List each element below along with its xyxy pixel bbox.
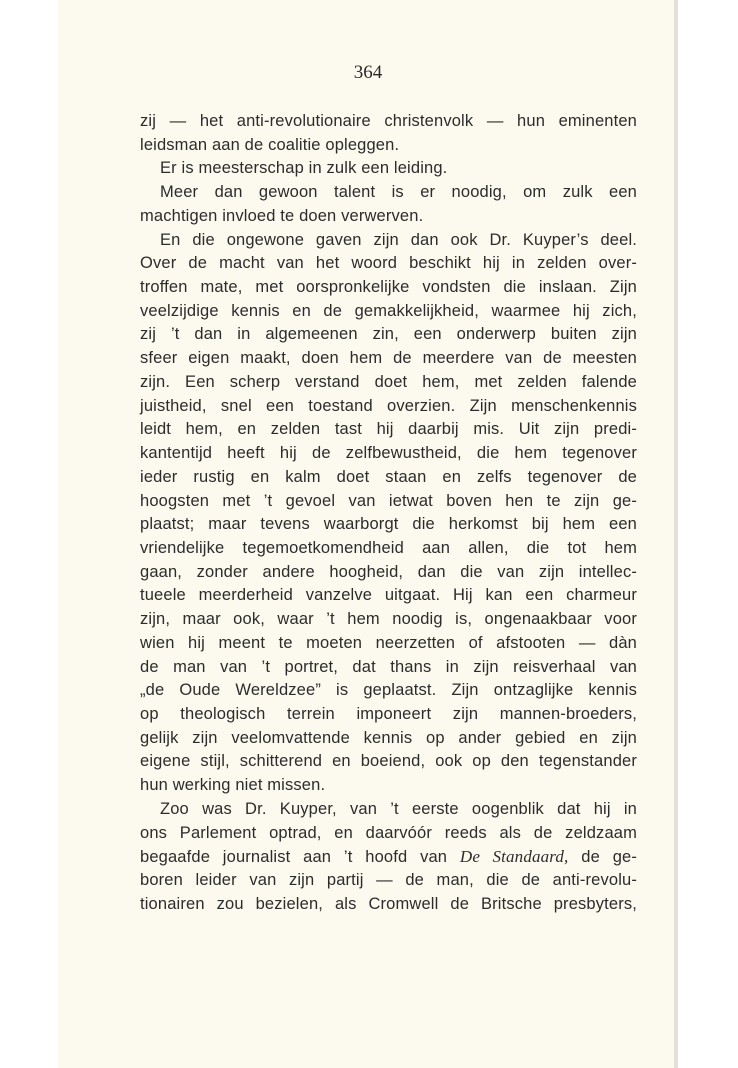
- text-line: wien hij meent te moeten neerzetten of afstooten — dàn: [140, 633, 637, 652]
- text-line: eigene stijl, schitterend en boeiend, ook op den tegenstander: [140, 752, 637, 771]
- text-line: „de Oude Wereldzee” is geplaatst. Zijn ontzaglijke kennis: [140, 681, 637, 700]
- text-line: leidt hem, en zelden tast hij daarbij mis. Uit zijn predi-: [140, 420, 637, 439]
- text-line: hoogsten met ’t gevoel van ietwat boven hen te zijn ge-: [140, 491, 637, 510]
- text-line: sfeer eigen maakt, doen hem de meerdere van de meesten: [140, 349, 637, 368]
- book-page: [58, 0, 678, 1068]
- text-line: zijn, maar ook, waar ’t hem noodig is, ongenaakbaar voor: [140, 610, 637, 629]
- text-line: op theologisch terrein imponeert zijn mannen-broeders,: [140, 704, 637, 723]
- page-number: 364: [353, 62, 383, 83]
- text-line: juistheid, snel een toestand overzien. Zijn menschenkennis: [140, 396, 637, 415]
- text-line: tionairen zou bezielen, als Cromwell de Britsche presbyters,: [140, 894, 637, 913]
- text-line: gaan, zonder andere hoogheid, dan die van zijn intellec-: [140, 562, 637, 581]
- text-line: zijn. Een scherp verstand doet hem, met zelden falende: [140, 372, 637, 391]
- text-line: ieder rustig en kalm doet staan en zelfs tegenover de: [140, 467, 637, 486]
- text-line: boren leider van zijn partij — de man, die de anti-revolu-: [140, 871, 637, 889]
- text-line: kantentijd heeft hij de zelfbewustheid, die hem tegenover: [140, 444, 637, 463]
- text-line: zij — het anti-revolutionaire christenvolk — hun eminenten: [140, 112, 637, 130]
- newspaper-title: De Standaard,: [459, 847, 569, 867]
- text-line: zij ’t dan in algemeenen zin, een onderwerp buiten zijn: [140, 325, 637, 344]
- body-text: [140, 110, 637, 916]
- text-line: vriendelijke tegemoetkomendheid aan allen, die tot hem: [140, 538, 637, 557]
- text-line: veelzijdige kennis en de gemakkelijkheid, waarmee hij zich,: [140, 301, 637, 320]
- text-line: En die ongewone gaven zijn dan ook Dr. Kuyper’s deel.: [160, 230, 637, 249]
- text-line: gelijk zijn veelomvattende kennis op ander gebied en zijn: [140, 728, 637, 747]
- text-line-with-title: [140, 845, 637, 869]
- text-line: ons Parlement optrad, en daarvóór reeds als de zeldzaam: [140, 823, 637, 842]
- text-line: Meer dan gewoon talent is er noodig, om zulk een: [160, 183, 637, 202]
- text-line: leidsman aan de coalitie opleggen.: [140, 135, 400, 154]
- text-line: Zoo was Dr. Kuyper, van ’t eerste oogenblik dat hij in: [160, 799, 637, 818]
- text-line: hun werking niet missen.: [140, 776, 326, 795]
- text-line: plaatst; maar tevens waarborgt die herkomst bij hem een: [140, 515, 637, 534]
- text-line: machtigen invloed te doen verwerven.: [140, 206, 424, 225]
- text-line: Er is meesterschap in zulk een leiding.: [160, 159, 448, 178]
- page-edge-shadow: [674, 0, 678, 1068]
- text-line: Over de macht van het woord beschikt hij in zelden over-: [140, 254, 637, 273]
- text-segment: begaafde journalist aan ’t hoofd van: [140, 848, 460, 867]
- text-line: tueele meerderheid vanzelve uitgaat. Hij kan een charmeur: [140, 586, 637, 605]
- text-line: troffen mate, met oorspronkelijke vondsten die inslaan. Zijn: [140, 278, 637, 297]
- text-segment: de ge-: [568, 848, 637, 867]
- text-line: de man van ’t portret, dat thans in zijn reisverhaal van: [140, 657, 637, 676]
